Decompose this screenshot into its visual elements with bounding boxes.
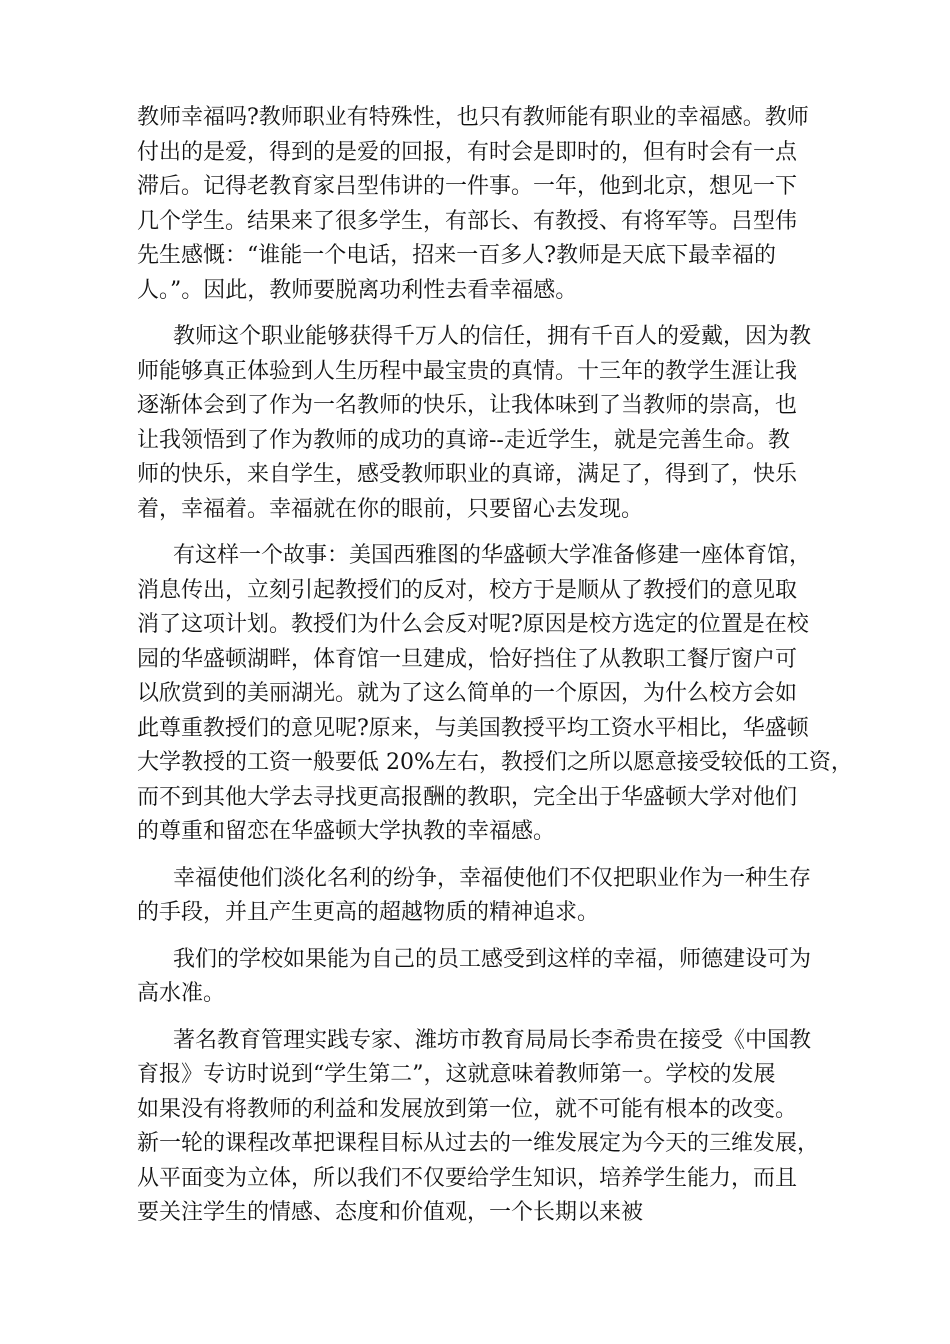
text-line: 教师幸福吗?教师职业有特殊性，也只有教师能有职业的幸福感。教师 [137,105,809,130]
paragraph-3 [137,539,853,850]
text-line: 如果没有将教师的利益和发展放到第一位，就不可能有根本的改变。 [137,1096,798,1122]
text-line: 滞后。记得老教育家吕型伟讲的一件事。一年，他到北京，想见一下 [137,174,798,199]
text-line: 而不到其他大学去寻找更高报酬的教职，完全出于华盛顿大学对他们 [137,784,798,810]
text-line: 付出的是爱，得到的是爱的回报，有时会是即时的，但有时会有一点 [137,139,798,165]
text-line: 大学教授的工资一般要低 20%左右，教授们之所以愿意接受较低的工资， [137,750,853,775]
text-line: 要关注学生的情感、态度和价值观，一个长期以来被 [137,1200,644,1225]
text-line: 的尊重和留恋在华盛顿大学执教的幸福感。 [137,819,556,844]
paragraph-6 [137,1024,837,1231]
text-line: 园的华盛顿湖畔，体育馆一旦建成，恰好挡住了从教职工餐厅窗户可 [137,646,798,672]
text-line: 育报》专访时说到“学生第二”，这就意味着教师第一。学校的发展 [137,1062,776,1087]
text-line: 消息传出，立刻引起教授们的反对，校方于是顺从了教授们的意见取 [137,577,798,603]
text-line: 消了这项计划。教授们为什么会反对呢?原因是校方选定的位置是在校 [137,612,809,637]
text-line: 先生感慨：“谁能一个电话，招来一百多人?教师是天底下最幸福的 [137,243,777,268]
text-line: 师能够真正体验到人生历程中最宝贵的真情。十三年的教学生涯让我 [137,358,798,384]
text-line: 我们的学校如果能为自己的员工感受到这样的幸福，师德建设可为 [173,946,812,972]
text-line: 以欣赏到的美丽湖光。就为了这么简单的一个原因，为什么校方会如 [137,681,798,706]
text-line: 从平面变为立体，所以我们不仅要给学生知识，培养学生能力，而且 [137,1165,798,1191]
text-line: 的手段，并且产生更高的超越物质的精神追求。 [137,900,600,925]
paragraph-5 [137,943,837,1012]
paragraph-2 [137,320,837,527]
text-line: 人。”。因此，教师要脱离功利性去看幸福感。 [137,277,578,303]
text-line: 让我领悟到了作为教师的成功的真谛--走近学生，就是完善生命。教 [137,427,790,453]
text-line: 幸福使他们淡化名利的纷争，幸福使他们不仅把职业作为一种生存 [173,865,812,891]
text-line: 教师这个职业能够获得千万人的信任，拥有千百人的爱戴，因为教 [173,324,812,349]
text-line: 此尊重教授们的意见呢?原来，与美国教授平均工资水平相比，华盛顿 [137,715,809,741]
paragraph-4 [137,862,837,931]
document-body [137,101,853,1243]
text-line: 新一轮的课程改革把课程目标从过去的一维发展定为今天的三维发展， [137,1131,820,1156]
text-line: 着，幸福着。幸福就在你的眼前，只要留心去发现。 [137,496,644,522]
text-line: 著名教育管理实践专家、潍坊市教育局局长李希贵在接受《中国教 [173,1027,812,1053]
text-line: 逐渐体会到了作为一名教师的快乐，让我体味到了当教师的崇高，也 [137,393,798,418]
text-line: 师的快乐，来自学生，感受教师职业的真谛，满足了，得到了，快乐 [137,462,798,487]
paragraph-1 [137,101,837,308]
text-line: 高水准。 [137,981,226,1006]
text-line: 有这样一个故事：美国西雅图的华盛顿大学准备修建一座体育馆， [173,543,812,568]
text-line: 几个学生。结果来了很多学生，有部长、有教授、有将军等。吕型伟 [137,208,798,234]
